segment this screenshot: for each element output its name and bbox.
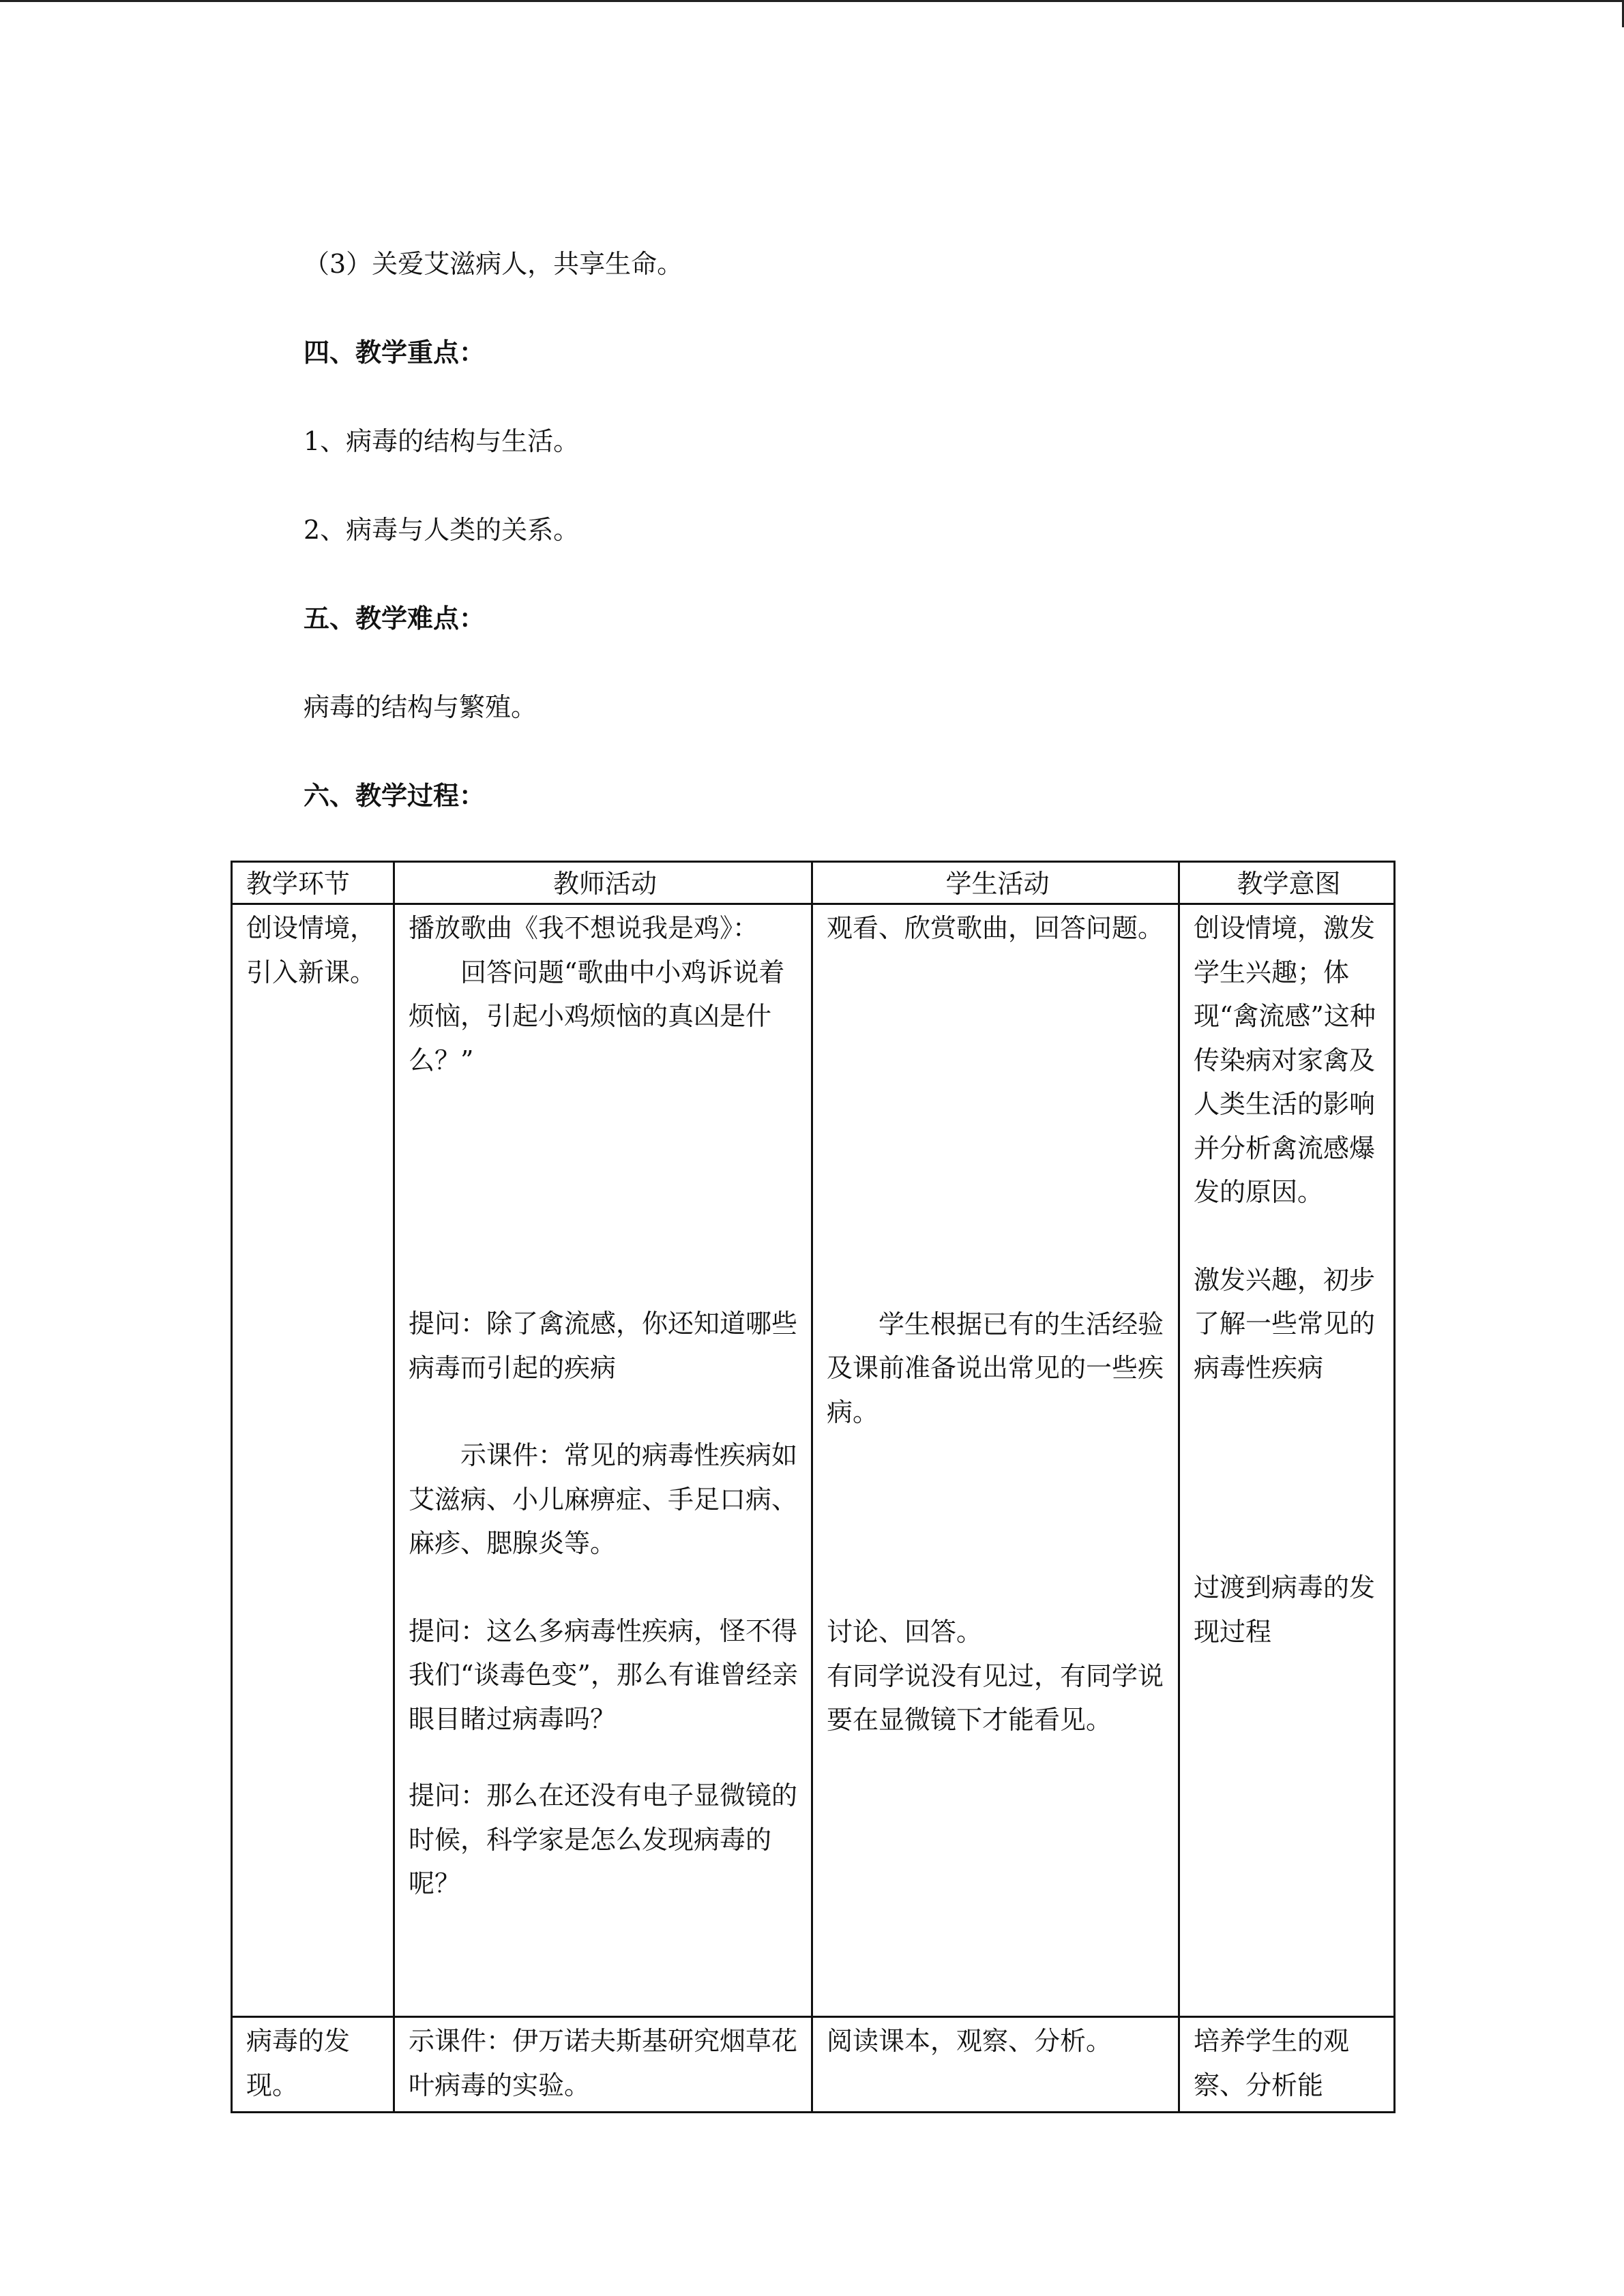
key-point-1: 1、病毒的结构与生活。 xyxy=(304,426,580,456)
teacher-activity-5: 提问：这么多病毒性疾病，怪不得我们“谈毒色变”，那么有谁曾经亲眼目睹过病毒吗？ xyxy=(409,1615,798,1734)
process-heading: 六、教学过程： xyxy=(304,780,486,811)
teaching-process-table xyxy=(231,861,1396,2113)
difficulty-1: 病毒的结构与繁殖。 xyxy=(304,692,537,722)
header-intent: 教学意图 xyxy=(1179,862,1395,904)
difficulty-heading: 五、教学难点： xyxy=(304,603,486,633)
stage-cell xyxy=(232,2017,394,2113)
stage-text: 创设情境，引入新课。 xyxy=(246,913,377,987)
student-activity: 阅读课本，观察、分析。 xyxy=(827,2026,1112,2056)
header-stage: 教学环节 xyxy=(232,862,394,904)
key-points-heading: 四、教学重点： xyxy=(304,337,486,368)
table-row xyxy=(232,2017,1395,2113)
table-row xyxy=(232,904,1395,2017)
intent-2: 激发兴趣，初步了解一些常见的病毒性疾病 xyxy=(1194,1264,1376,1383)
header-teacher: 教师活动 xyxy=(394,862,812,904)
stage-cell xyxy=(232,904,394,2017)
student-activity-1: 观看、欣赏歌曲，回答问题。 xyxy=(827,913,1164,943)
intent-cell xyxy=(1179,2017,1395,2113)
teacher-activity-1: 播放歌曲《我不想说我是鸡》： xyxy=(409,913,759,943)
intent-3: 过渡到病毒的发现过程 xyxy=(1194,1572,1376,1647)
teacher-activity-6: 提问：那么在还没有电子显微镜的时候，科学家是怎么发现病毒的呢？ xyxy=(409,1780,798,1898)
student-activity-2: 学生根据已有的生活经验及课前准备说出常见的一些疾病。 xyxy=(827,1309,1164,1427)
student-cell xyxy=(812,2017,1179,2113)
intent-1: 创设情境，激发学生兴趣；体现“禽流感”这种传染病对家禽及人类生活的影响并分析禽流感爆发的原因。 xyxy=(1194,913,1376,1207)
page-top-border xyxy=(0,0,1624,2)
stage-text: 病毒的发现。 xyxy=(246,2026,351,2100)
teacher-cell xyxy=(394,904,812,2017)
teacher-activity-4: 示课件：常见的病毒性疾病如艾滋病、小儿麻痹症、手足口病、麻疹、腮腺炎等。 xyxy=(409,1440,798,1558)
key-point-2: 2、病毒与人类的关系。 xyxy=(304,515,580,545)
table-header-row xyxy=(232,862,1395,904)
teacher-activity-2: 回答问题“歌曲中小鸡诉说着烦恼，引起小鸡烦恼的真凶是什么？” xyxy=(409,957,785,1075)
intent-cell xyxy=(1179,904,1395,2017)
goal-3: （3）关爱艾滋病人，共享生命。 xyxy=(304,249,683,279)
student-cell xyxy=(812,904,1179,2017)
student-activity-3: 讨论、回答。 xyxy=(827,1617,983,1647)
teacher-cell xyxy=(394,2017,812,2113)
intent-text: 培养学生的观察、分析能 xyxy=(1194,2026,1350,2100)
teacher-activity: 示课件：伊万诺夫斯基研究烟草花叶病毒的实验。 xyxy=(409,2026,798,2100)
student-activity-4: 有同学说没有见过，有同学说要在显微镜下才能看见。 xyxy=(827,1660,1164,1735)
header-student: 学生活动 xyxy=(812,862,1179,904)
teacher-activity-3: 提问：除了禽流感，你还知道哪些病毒而引起的疾病 xyxy=(409,1309,798,1383)
